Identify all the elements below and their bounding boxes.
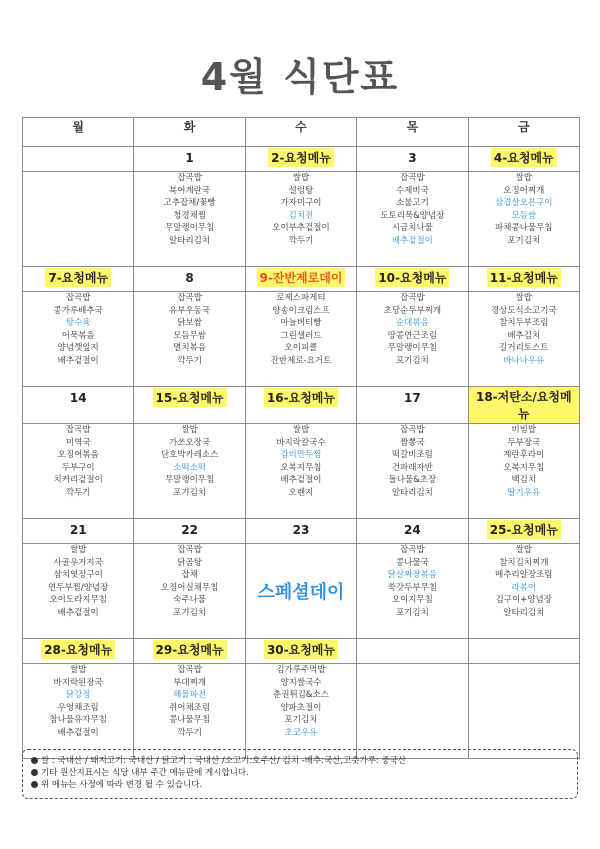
menu-cell: [245, 664, 356, 759]
date-row: [23, 147, 580, 172]
menu-item: 짬뽕국: [400, 437, 425, 448]
menu-cell: [245, 424, 356, 519]
day-header: 화: [134, 118, 245, 147]
menu-cell: [468, 172, 579, 267]
date-cell: [134, 147, 245, 172]
menu-cell: [468, 544, 579, 639]
menu-item: 삼겹살오븐구이: [495, 198, 553, 209]
date-label: 4-요청메뉴: [491, 148, 557, 167]
menu-item: 도토리묵&양념장: [380, 210, 445, 221]
menu-item: 초코우유: [284, 727, 318, 738]
menu-item: 깍두기: [177, 355, 202, 366]
menu-item: 쌀밥: [181, 425, 198, 435]
date-cell: [134, 387, 245, 424]
menu-item: 참치김치찌개: [499, 557, 549, 568]
menu-item: 쌀밥: [292, 425, 310, 435]
menu-item: 그린샐러드: [280, 330, 322, 341]
menu-item: 계란후라이: [503, 450, 545, 461]
menu-item: 쥐어채조림: [169, 702, 211, 713]
menu-item: 쌀밥: [69, 545, 87, 555]
menu-item: 배추겉절이: [57, 355, 99, 366]
menu-item: 배추겉절이: [57, 727, 99, 738]
date-cell: [468, 147, 579, 172]
menu-item: 초당순두부찌개: [383, 305, 442, 316]
menu-item: 마늘버터빵: [280, 318, 322, 329]
menu-item: 배추겉절이: [57, 607, 99, 618]
menu-item: 오렌지: [288, 487, 314, 498]
menu-item: 오징어볶음: [57, 450, 99, 461]
menu-item: 닭곰탕: [177, 557, 202, 568]
notes-box: [22, 749, 578, 799]
date-label: 18-저탄소/요청메뉴: [469, 387, 579, 423]
menu-item: 포기김치: [395, 355, 429, 366]
menu-item: 청경채찜: [173, 210, 207, 221]
menu-item: 오이부추겉절이: [272, 223, 330, 234]
date-label: 7-요청메뉴: [45, 268, 111, 287]
menu-item: 김구이+양념장: [495, 595, 552, 606]
menu-item: 바나나우유: [503, 355, 545, 366]
menu-item: 오징어실채무침: [160, 582, 219, 593]
date-label: 24: [404, 523, 421, 537]
menu-item: 양송이크림스프: [272, 305, 330, 316]
menu-item: 수제비국: [395, 185, 429, 196]
date-label: 10-요청메뉴: [375, 268, 449, 287]
menu-item: 가자미구이: [280, 198, 322, 209]
menu-item: 포기김치: [173, 607, 207, 618]
menu-item: 포기김치: [395, 607, 429, 618]
menu-item: 두부장국: [507, 437, 541, 448]
menu-item: 콩나물무침: [169, 715, 211, 726]
day-header: 목: [357, 118, 468, 147]
menu-item: 잡곡밥: [177, 293, 202, 303]
menu-item: 포기김치: [507, 235, 541, 246]
menu-item: 깍두기: [288, 235, 314, 246]
date-row: [23, 519, 580, 544]
menu-item: 김치전: [288, 210, 314, 221]
menu-row: [23, 424, 580, 519]
date-label: 25-요청메뉴: [487, 520, 561, 539]
date-cell: [23, 147, 134, 172]
menu-item: 잡곡밥: [400, 545, 425, 555]
menu-row: [23, 544, 580, 639]
menu-item: 소떡소떡: [173, 462, 207, 473]
menu-item: 가쓰오장국: [169, 437, 211, 448]
date-cell: [245, 267, 356, 292]
menu-item: 설렁탕: [288, 185, 314, 196]
menu-item: 오이지무침: [391, 595, 433, 606]
menu-cell: [357, 664, 468, 759]
date-label: 2-요청메뉴: [268, 148, 334, 167]
menu-item: 북어계란국: [169, 185, 211, 196]
menu-item: 바지락된장국: [53, 677, 103, 688]
menu-item: 무말랭이무침: [164, 475, 215, 486]
menu-item: 쌀밥: [515, 293, 532, 303]
note-line: [31, 767, 569, 779]
date-cell: [23, 267, 134, 292]
menu-item: 무말랭이무침: [387, 343, 437, 354]
menu-item: 잔반제로-요거트: [270, 355, 332, 366]
date-label: 16-요청메뉴: [264, 388, 338, 407]
menu-item: 메추리알장조림: [495, 570, 553, 581]
date-label: 11-요청메뉴: [487, 268, 561, 287]
date-cell: [357, 639, 468, 664]
bullet-icon: [31, 757, 38, 764]
menu-item: 배추겉절이: [391, 235, 433, 246]
menu-cell: [468, 664, 579, 759]
date-cell: [468, 387, 579, 424]
menu-item: 닭강정: [65, 690, 91, 701]
menu-item: 숙주나물: [173, 595, 207, 606]
menu-item: 콩가루배추국: [53, 305, 103, 316]
menu-cell: [357, 544, 468, 639]
menu-item: 해물파전: [173, 690, 207, 701]
menu-item: 파채콩나물무침: [495, 223, 553, 234]
date-cell: [468, 267, 579, 292]
menu-row: [23, 292, 580, 387]
menu-item: 알타리김치: [391, 487, 433, 498]
date-cell: [357, 267, 468, 292]
menu-item: 모듬쌈: [511, 210, 537, 221]
date-label: 3: [408, 151, 417, 165]
menu-cell: [357, 292, 468, 387]
note-text: 기타 원산지표시는 식당 내부 주간 메뉴판에 게시합니다.: [41, 768, 249, 778]
menu-item: 모듬무쌈: [173, 330, 207, 341]
menu-item: 오징어찌개: [503, 185, 545, 196]
menu-item: 백김치: [511, 475, 537, 486]
menu-item: 잡곡밥: [400, 173, 425, 183]
menu-item: 콩나물국: [395, 557, 429, 568]
menu-cell: [245, 172, 356, 267]
menu-item: 어묵볶음: [61, 330, 95, 341]
menu-item: 우엉채조림: [57, 702, 99, 713]
menu-item: 쌀밥: [292, 173, 310, 183]
date-cell: [23, 519, 134, 544]
menu-item: 두부구이: [61, 462, 95, 473]
menu-item: 사골우거지국: [53, 557, 103, 568]
menu-item: 잡곡밥: [177, 173, 202, 183]
menu-item: 오복지무침: [503, 462, 545, 473]
date-cell: [245, 639, 356, 664]
menu-cell: [134, 424, 245, 519]
menu-item: 연두부찜/양념장: [48, 582, 109, 593]
menu-item: 소불고기: [395, 198, 429, 209]
menu-item: 잡곡밥: [65, 425, 91, 435]
date-label: 14: [69, 391, 87, 405]
note-line: [31, 755, 569, 767]
date-cell: [245, 519, 356, 544]
date-label: 1: [185, 151, 194, 165]
menu-cell: [23, 424, 134, 519]
date-label: 15-요청메뉴: [153, 388, 227, 407]
bullet-icon: [31, 769, 38, 776]
menu-item: 탕수육: [65, 318, 91, 329]
date-cell: [245, 387, 356, 424]
menu-item: 쌀밥: [515, 545, 532, 555]
menu-item: 로제스파게티: [276, 293, 326, 303]
menu-item: 김가루주먹밥: [276, 665, 326, 675]
note-line: [31, 779, 569, 791]
menu-item: 삼치엿장구이: [53, 570, 103, 581]
date-cell: [23, 387, 134, 424]
menu-item: 시금치나물: [391, 223, 433, 234]
menu-cell: [245, 544, 356, 639]
date-cell: [134, 267, 245, 292]
menu-cell: [23, 292, 134, 387]
date-row: [23, 387, 580, 424]
menu-item: 부대찌개: [173, 677, 207, 688]
menu-cell: [23, 664, 134, 759]
menu-item: 참치두부조림: [499, 318, 549, 329]
menu-item: 라볶이: [511, 582, 537, 593]
date-cell: [245, 147, 356, 172]
menu-item: 배추겉절이: [280, 475, 322, 486]
menu-item: 비빔밥: [511, 425, 537, 435]
menu-item: 떡갈비조림: [391, 450, 433, 461]
date-cell: [357, 147, 468, 172]
date-cell: [23, 639, 134, 664]
day-header: 월: [23, 118, 134, 147]
menu-item: 길거리토스트: [499, 343, 549, 354]
date-cell: [468, 519, 579, 544]
menu-item: 멸치볶음: [173, 343, 207, 354]
menu-cell: [357, 172, 468, 267]
menu-body: [23, 147, 580, 759]
note-text: 위 메뉴는 사정에 따라 변경 될 수 있습니다.: [41, 780, 203, 790]
menu-item: 쑥갓두부무침: [387, 582, 437, 593]
menu-item: 포기김치: [284, 715, 318, 726]
menu-item: 건파래자반: [391, 462, 433, 473]
menu-table: [22, 117, 580, 759]
menu-item: 바지락칼국수: [276, 437, 326, 448]
special-day-label: 스페셜데이: [257, 582, 345, 603]
menu-item: 경상도식소고기국: [490, 305, 557, 316]
date-cell: [134, 639, 245, 664]
date-label: 9-잔반제로데이: [257, 268, 346, 287]
menu-item: 양지쌀국수: [280, 677, 322, 688]
date-row: [23, 267, 580, 292]
menu-cell: [468, 424, 579, 519]
date-label: 21: [69, 523, 87, 537]
date-label: 30-요청메뉴: [264, 640, 338, 659]
menu-item: 잡채: [181, 570, 198, 581]
menu-item: 닭보쌈: [177, 318, 202, 329]
menu-cell: [23, 544, 134, 639]
menu-item: 춘권튀김&소스: [273, 690, 329, 701]
note-text: 쌀 : 국내산 / 돼지고기: 국내산 / 닭고기 : 국내산 /소고기:호주산/ 김치 -배추:국산,고춧가루: 중국산: [41, 756, 407, 766]
menu-item: 잡곡밥: [400, 293, 425, 303]
menu-row: [23, 172, 580, 267]
menu-cell: [23, 172, 134, 267]
menu-row: [23, 664, 580, 759]
menu-cell: [134, 544, 245, 639]
menu-item: 양념깻잎지: [57, 343, 99, 354]
menu-item: 양파초절이: [280, 702, 322, 713]
date-label: 23: [292, 523, 310, 537]
menu-item: 유부우동국: [169, 305, 211, 316]
menu-item: 오복지무침: [280, 462, 322, 473]
menu-item: 딸기우유: [507, 487, 541, 498]
menu-cell: [134, 664, 245, 759]
menu-item: 깍두기: [65, 487, 91, 498]
menu-item: 고추잡채/꽃빵: [163, 198, 216, 209]
date-cell: [357, 387, 468, 424]
menu-cell: [134, 292, 245, 387]
menu-item: 감비만두찜: [280, 450, 322, 461]
date-label: 17: [404, 391, 421, 405]
bullet-icon: [31, 781, 38, 788]
page-title: 4월 식단표: [200, 55, 400, 99]
menu-item: 치커리겉절이: [53, 475, 103, 486]
date-cell: [468, 639, 579, 664]
menu-cell: [468, 292, 579, 387]
day-header: 수: [245, 118, 356, 147]
menu-item: 오이피클: [284, 343, 318, 354]
menu-cell: [134, 172, 245, 267]
menu-item: 잡곡밥: [65, 293, 91, 303]
menu-item: 땅콩연근조림: [387, 330, 437, 341]
menu-item: 포기김치: [173, 487, 207, 498]
menu-item: 잡곡밥: [177, 545, 202, 555]
menu-item: 깍두기: [177, 727, 202, 738]
day-header: 금: [468, 118, 579, 147]
menu-item: 쌀밥: [69, 665, 87, 675]
menu-item: 순대볶음: [395, 318, 429, 329]
menu-item: 참나물유자무침: [49, 715, 107, 726]
menu-cell: [357, 424, 468, 519]
date-label: 22: [181, 523, 198, 537]
menu-item: 알타리김치: [503, 607, 545, 618]
menu-item: 배추김치: [507, 330, 541, 341]
date-cell: [134, 519, 245, 544]
menu-cell: [245, 292, 356, 387]
day-header-row: [23, 118, 580, 147]
date-label: 8: [185, 271, 194, 285]
menu-item: 들나물&초장: [388, 475, 437, 486]
menu-item: 알타리김치: [169, 235, 211, 246]
date-cell: [357, 519, 468, 544]
menu-item: 쌀밥: [515, 173, 532, 183]
menu-item: 미역국: [65, 437, 91, 448]
menu-item: 닭살짜장볶음: [387, 570, 437, 581]
menu-item: 무말랭이무침: [164, 223, 215, 234]
menu-item: 잡곡밥: [177, 665, 202, 675]
date-label: 29-요청메뉴: [153, 640, 227, 659]
menu-item: 잡곡밥: [400, 425, 425, 435]
date-label: 28-요청메뉴: [41, 640, 115, 659]
date-row: [23, 639, 580, 664]
menu-item: 단호박카레소스: [160, 450, 219, 461]
menu-item: 오이도라지무침: [49, 595, 107, 606]
